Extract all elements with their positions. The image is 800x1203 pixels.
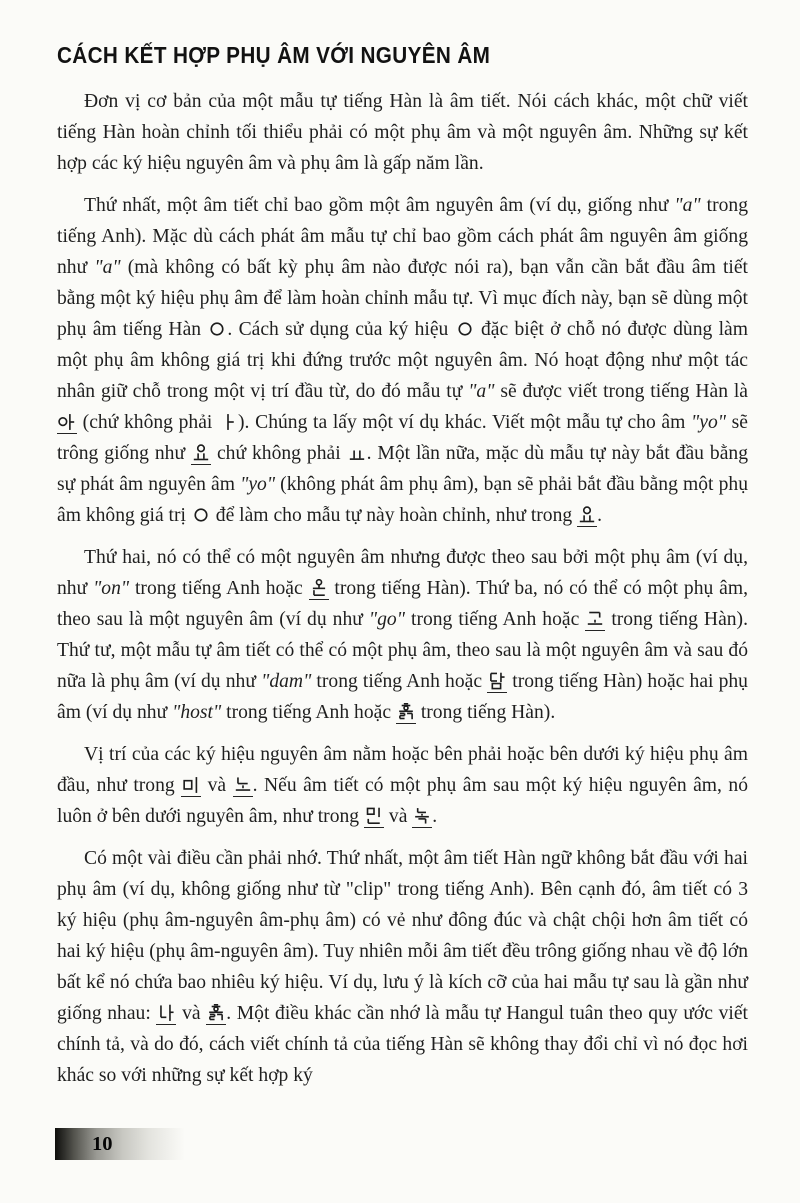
text-run: Có một vài điều cần phải nhớ. Thứ nhất, một âm tiết Hàn ngữ không bắt đầu với hai phụ âm (ví dụ, không giống như từ "clip" trong tiếng Anh). Bên cạnh đó, âm tiết có 3 ký hiệu (phụ âm-nguyên âm-phụ âm) có vẻ như đông đúc và chật chội hơn âm tiết có hai ký hiệu (phụ âm-nguyên âm). Tuy nhiên mỗi âm tiết đều trông giống nhau về độ lớn bất kể nó chứa bao nhiêu ký hiệu. Ví dụ, lưu ý là kích cỡ của hai mẫu tự sau là gần như giống nhau: — [57, 848, 748, 1024]
hangul-char — [218, 412, 238, 433]
text-run: và — [384, 806, 413, 827]
text-run: trong tiếng Anh). Mặc dù cách phát âm mẫu tự chỉ bao gồm cách phát âm nguyên âm giống như — [57, 195, 748, 278]
text-run: . Nếu âm tiết có một phụ âm sau một ký hiệu nguyên âm, nó luôn ở bên dưới nguyên âm, như trong — [57, 775, 748, 827]
text-run: và — [176, 1003, 207, 1024]
hangul-char — [309, 578, 329, 600]
text-run: Vị trí của các ký hiệu nguyên âm nằm hoặc bên phải hoặc bên dưới ký hiệu phụ âm đầu, như trong — [57, 744, 748, 796]
page-number-strip — [55, 1128, 185, 1160]
text-run: "a" — [468, 381, 495, 402]
text-run: trong tiếng Hàn). Thứ ba, nó có thể có một phụ âm, theo sau là một nguyên âm (ví dụ như — [57, 578, 748, 630]
text-run: trong tiếng Anh hoặc — [311, 671, 488, 692]
text-run: . — [432, 806, 438, 827]
text-run: trong tiếng Anh hoặc — [221, 702, 396, 723]
text-run: Đơn vị cơ bản của một mẫu tự tiếng Hàn là âm tiết. Nói cách khác, một chữ viết tiếng Hàn hoàn chỉnh tối thiểu phải có một phụ âm và một nguyên âm. Những sự kết hợp các ký hiệu nguyên âm và phụ âm là gấp năm lần. — [57, 91, 748, 174]
text-run: Thứ nhất, một âm tiết chỉ bao gồm một âm nguyên âm (ví dụ, giống như — [84, 195, 675, 216]
text-run: "a" — [674, 195, 701, 216]
text-run: "yo" — [240, 474, 276, 495]
text-run: "yo" — [691, 412, 726, 433]
text-run: . Một điều khác cần nhớ là mẫu tự Hangul tuân theo quy ước viết chính tả, và do đó, cách viết chính tả của tiếng Hàn sẽ không thay đổi chỉ vì nó đọc hơi khác so với những sự kết hợp ký — [57, 1003, 749, 1086]
text-run: trong tiếng Anh hoặc — [404, 609, 586, 630]
text-run: ). Chúng ta lấy một ví dụ khác. Viết một mẫu tự cho âm — [238, 412, 692, 433]
paragraph-2 — [57, 190, 748, 531]
hangul-char — [191, 505, 211, 526]
hangul-char — [364, 806, 384, 828]
text-run: "dam" — [261, 671, 312, 692]
page-number: 10 — [92, 1132, 113, 1155]
text-run: (chứ không phải — [77, 412, 219, 433]
paragraph-5 — [57, 843, 748, 1091]
hangul-char — [455, 319, 475, 340]
hangul-char — [156, 1003, 176, 1025]
hangul-char — [487, 671, 507, 693]
page-title: CÁCH KẾT HỢP PHỤ ÂM VỚI NGUYÊN ÂM — [57, 42, 491, 68]
text-run: trong tiếng Hàn). — [415, 702, 556, 723]
text-run: chứ không phải — [211, 443, 347, 464]
text-run: Thứ hai, nó có thể có một nguyên âm nhưng được theo sau bởi một phụ âm (ví dụ, như — [57, 547, 748, 599]
hangul-char — [57, 412, 77, 434]
page-content — [57, 42, 748, 1102]
text-run: . Cách sử dụng của ký hiệu — [227, 319, 455, 340]
text-run: . Một lần nữa, mặc dù mẫu tự này bắt đầu bằng sự phát âm nguyên âm — [57, 443, 748, 495]
hangul-char — [233, 775, 253, 797]
text-run: và — [201, 775, 233, 796]
text-run: (không phát âm phụ âm), bạn sẽ phải bắt đầu bằng một phụ âm không giá trị — [57, 474, 748, 526]
text-run: "on" — [93, 578, 130, 599]
paragraph-1 — [57, 86, 748, 179]
text-run: . — [597, 505, 603, 526]
hangul-char — [577, 505, 597, 527]
text-run: (mà không có bất kỳ phụ âm nào được nói ra), bạn vẫn cần bắt đầu âm tiết bằng một ký hiệu phụ âm để làm hoàn chỉnh mẫu tự. Vì mục đích này, bạn sẽ dùng một phụ âm tiếng Hàn — [57, 257, 748, 340]
hangul-char — [181, 775, 201, 797]
text-run: "go" — [368, 609, 405, 630]
text-run: "host" — [172, 702, 222, 723]
text-run: trong tiếng Anh hoặc — [129, 578, 309, 599]
hangul-char — [347, 443, 367, 464]
paragraph-4 — [57, 739, 748, 832]
hangul-char — [396, 702, 416, 724]
hangul-char — [207, 319, 227, 340]
hangul-char — [191, 443, 211, 465]
hangul-char — [585, 609, 605, 631]
text-run: trong tiếng Hàn). Thứ tư, một mẫu tự âm tiết có thể có một phụ âm, theo sau là một nguyên âm và sau đó nữa là phụ âm (ví dụ như — [57, 609, 748, 692]
paragraph-3 — [57, 542, 748, 728]
text-run: để làm cho mẫu tự này hoàn chỉnh, như trong — [210, 505, 578, 526]
text-run: sẽ trông giống như — [57, 412, 748, 464]
text-run: sẽ được viết trong tiếng Hàn là — [494, 381, 748, 402]
text-run: trong tiếng Hàn) hoặc hai phụ âm (ví dụ như — [57, 671, 748, 723]
hangul-char — [206, 1003, 226, 1025]
text-run: đặc biệt ở chỗ nó được dùng làm một phụ âm không giá trị khi đứng trước một nguyên âm. Nó hoạt động như một tác nhân giữ chỗ trong một vị trí đầu từ, do đó mẫu tự — [57, 319, 748, 402]
hangul-char — [412, 806, 432, 828]
text-run: "a" — [94, 257, 121, 278]
